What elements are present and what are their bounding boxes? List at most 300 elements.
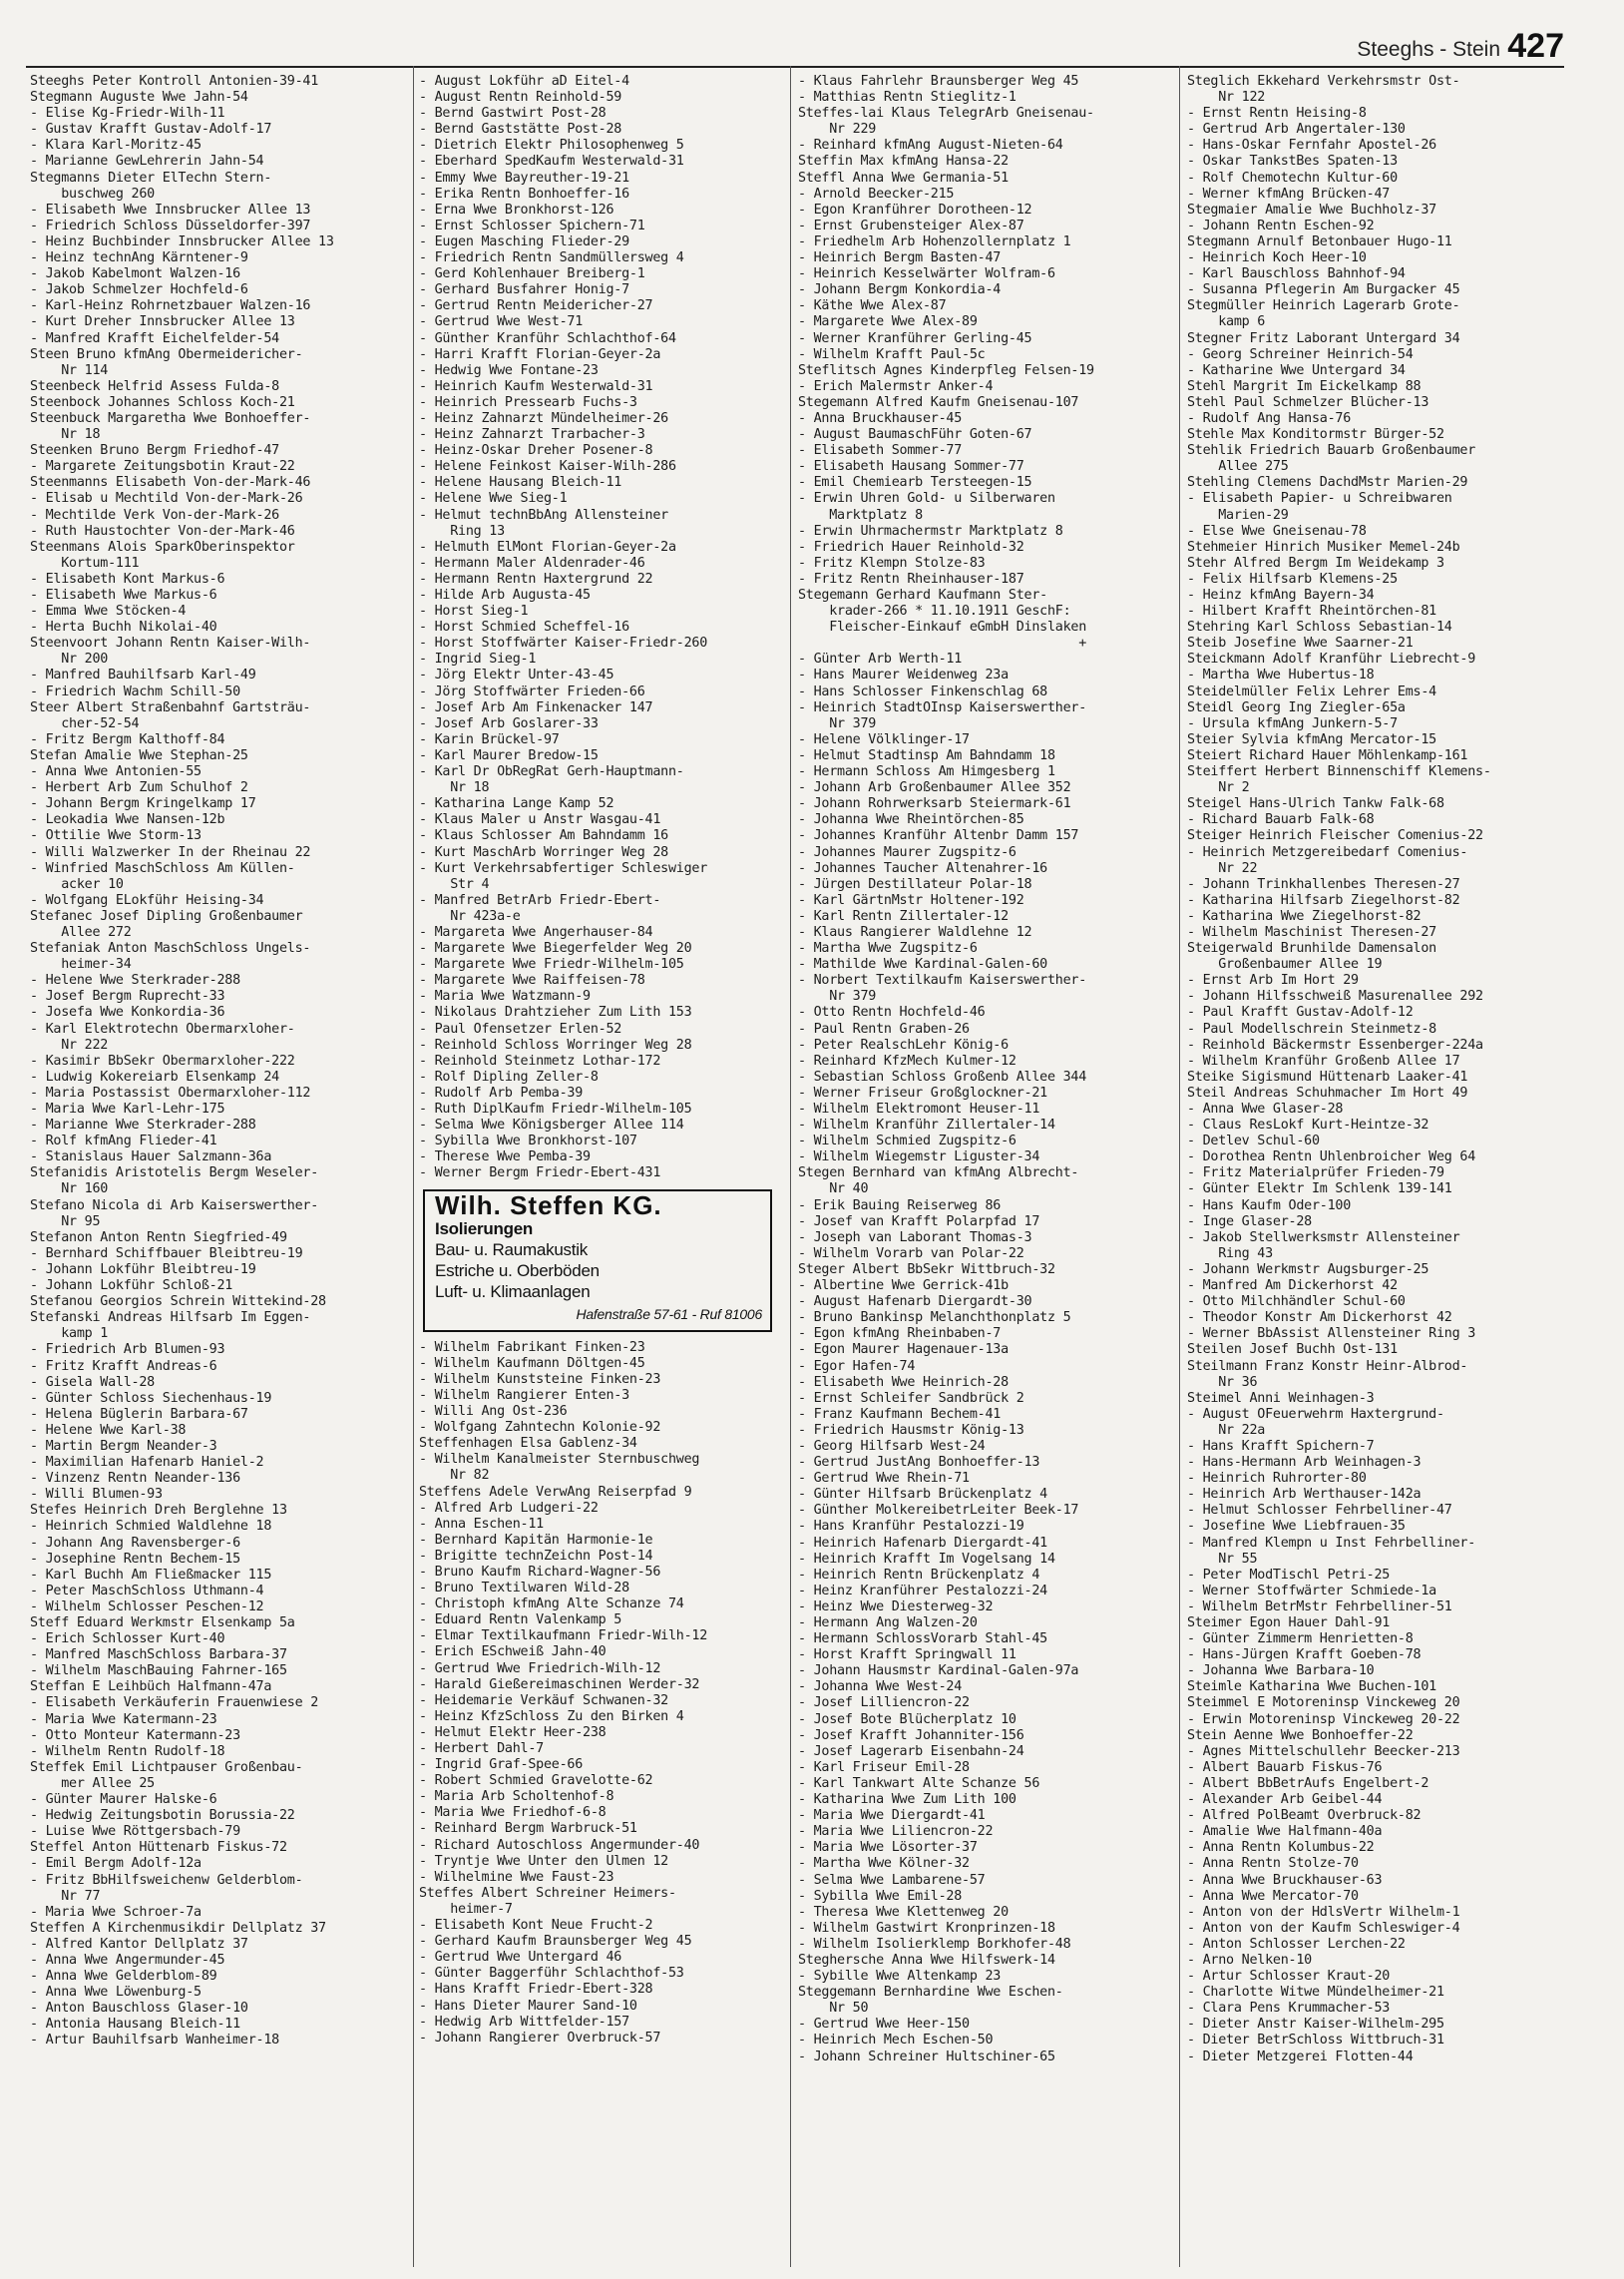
directory-entry: Ring 13 <box>419 523 505 539</box>
directory-entry: - Heinrich Kaufm Westerwald-31 <box>419 378 653 394</box>
directory-entry: - Wilhelm Kranführ Großenb Allee 17 <box>1187 1053 1460 1069</box>
directory-entry: - Amalie Wwe Halfmann-40a <box>1187 1824 1383 1840</box>
directory-entry: Steer Albert Straßenbahnf Gartsträu- <box>30 699 311 715</box>
directory-entry: Marktplatz 8 <box>798 507 923 523</box>
directory-entry: - Franz Kaufmann Bechem-41 <box>798 1406 1002 1422</box>
directory-entry: - Maria Arb Scholtenhof-8 <box>419 1789 614 1805</box>
directory-entry: - Heinz technAng Kärntener-9 <box>30 250 248 266</box>
directory-entry: Steil Andreas Schuhmacher Im Hort 49 <box>1187 1085 1468 1101</box>
directory-entry: - Friedrich Schloss Düsseldorfer-397 <box>30 218 311 233</box>
directory-entry: - Helene Wwe Karl-38 <box>30 1422 187 1438</box>
directory-entry: - Claus ResLokf Kurt-Heintze-32 <box>1187 1118 1429 1134</box>
directory-entry: - Gertrud JustAng Bonhoeffer-13 <box>798 1455 1040 1471</box>
directory-entry: - Emil Chemiearb Tersteegen-15 <box>798 475 1032 491</box>
directory-entry: - Reinhold Schloss Worringer Weg 28 <box>419 1037 692 1053</box>
directory-entry: cher-52-54 <box>30 715 140 731</box>
directory-entry: - Dietrich Elektr Philosophenweg 5 <box>419 138 684 154</box>
directory-entry: Stegemann Alfred Kaufm Gneisenau-107 <box>798 394 1079 410</box>
directory-entry: - Wilhelm Fabrikant Finken-23 <box>419 1339 645 1355</box>
directory-entry: Steenmanns Elisabeth Von-der-Mark-46 <box>30 475 311 491</box>
directory-entry: - Johann Bergm Konkordia-4 <box>798 282 1002 298</box>
directory-entry: Nr 77 <box>30 1888 101 1904</box>
directory-entry: Steimel Anni Weinhagen-3 <box>1187 1390 1375 1406</box>
directory-entry: - Margarete Wwe Biegerfelder Weg 20 <box>419 941 692 957</box>
directory-entry: - Rolf Chemotechn Kultur-60 <box>1187 170 1398 186</box>
directory-entry: Steib Josefine Wwe Saarner-21 <box>1187 636 1414 652</box>
directory-entry: Steenbock Johannes Schloss Koch-21 <box>30 394 295 410</box>
directory-entry: - Bernhard Schiffbauer Bleibtreu-19 <box>30 1245 303 1261</box>
directory-entry: - Elisabeth Wwe Innsbrucker Allee 13 <box>30 202 311 218</box>
column-divider <box>1179 66 1180 2267</box>
directory-column-4 <box>1187 74 1566 2279</box>
directory-entry: Steenbuck Margaretha Wwe Bonhoeffer- <box>30 410 311 426</box>
directory-entry: - Katharina Wwe Ziegelhorst-82 <box>1187 908 1421 924</box>
directory-entry: - Heinz Buchbinder Innsbrucker Allee 13 <box>30 233 334 249</box>
directory-entry: - Fritz Rentn Rheinhauser-187 <box>798 571 1024 587</box>
directory-entry: krader-266 * 11.10.1911 GeschF: <box>798 604 1071 620</box>
directory-entry: - Gertrud Wwe Friedrich-Wilh-12 <box>419 1660 661 1676</box>
directory-entry: - Wilhelm Gastwirt Kronprinzen-18 <box>798 1920 1055 1936</box>
directory-entry: - Helmut Elektr Heer-238 <box>419 1724 607 1740</box>
directory-entry: Nr 114 <box>30 362 109 378</box>
directory-entry: - August OFeuerwehrm Haxtergrund- <box>1187 1406 1444 1422</box>
directory-entry: - Elise Kg-Friedr-Wilh-11 <box>30 106 225 122</box>
ad-company-name: Wilh. Steffen KG. <box>435 1190 662 1221</box>
directory-entry: - Johann Ang Ravensberger-6 <box>30 1535 240 1551</box>
directory-entry: - Karl Maurer Bredow-15 <box>419 747 599 763</box>
directory-entry: - Horst Schmied Scheffel-16 <box>419 620 629 636</box>
directory-entry: - Selma Wwe Königsberger Allee 114 <box>419 1118 684 1134</box>
directory-entry: - Willi Ang Ost-236 <box>419 1404 568 1420</box>
directory-entry: - Manfred MaschSchloss Barbara-37 <box>30 1647 287 1663</box>
directory-entry: Steidl Georg Ing Ziegler-65a <box>1187 699 1406 715</box>
directory-entry: - Harald Gießereimaschinen Werder-32 <box>419 1676 700 1692</box>
directory-entry: - Günter Maurer Halske-6 <box>30 1792 217 1808</box>
directory-entry: - Friedrich Arb Blumen-93 <box>30 1342 225 1358</box>
directory-entry: - Georg Hilfsarb West-24 <box>798 1438 986 1454</box>
directory-entry: - Wilhelm BetrMstr Fehrbelliner-51 <box>1187 1598 1452 1614</box>
directory-entry: - Artur Bauhilfsarb Wanheimer-18 <box>30 2033 279 2049</box>
directory-entry: - Margarete Wwe Alex-89 <box>798 314 978 330</box>
directory-entry: - Josef Bergm Ruprecht-33 <box>30 989 225 1005</box>
directory-entry: - Gertrud Wwe West-71 <box>419 314 584 330</box>
directory-entry: Str 4 <box>419 876 490 892</box>
directory-entry: - Hedwig Arb Wittfelder-157 <box>419 2014 629 2030</box>
directory-entry: Steidelmüller Felix Lehrer Ems-4 <box>1187 684 1436 699</box>
directory-entry: - Günter Baggerführ Schlachthof-53 <box>419 1966 684 1982</box>
directory-entry: - Bernhard Kapitän Harmonie-1e <box>419 1532 653 1548</box>
directory-entry: - Josefa Wwe Konkordia-36 <box>30 1005 225 1021</box>
directory-entry: - Margarete Wwe Raiffeisen-78 <box>419 973 645 989</box>
directory-entry: Stegmaier Amalie Wwe Buchholz-37 <box>1187 202 1436 218</box>
directory-entry: - Emmy Wwe Bayreuther-19-21 <box>419 170 629 186</box>
directory-entry: Nr 423a-e <box>419 908 521 924</box>
directory-entry: - Heinrich Schmied Waldlehne 18 <box>30 1519 272 1535</box>
directory-entry: - Gisela Wall-28 <box>30 1374 155 1390</box>
directory-entry: - Anna Wwe Mercator-70 <box>1187 1888 1359 1904</box>
directory-entry: - Paul Krafft Gustav-Adolf-12 <box>1187 1005 1414 1021</box>
directory-entry: Steffek Emil Lichtpauser Großenbau- <box>30 1759 303 1775</box>
directory-entry: - Wilhelm Krafft Paul-5c <box>798 346 986 362</box>
directory-entry: - Maximilian Hafenarb Haniel-2 <box>30 1455 264 1471</box>
ad-service-line: Isolierungen <box>435 1218 534 1238</box>
directory-entry: - Karl Rentn Zillertaler-12 <box>798 908 1009 924</box>
directory-entry: - Heinrich Bergm Basten-47 <box>798 250 1002 266</box>
directory-entry: Steiffert Herbert Binnenschiff Klemens- <box>1187 764 1491 780</box>
directory-entry: - Kurt Verkehrsabfertiger Schleswiger <box>419 860 708 876</box>
directory-entry: - Rudolf Arb Pemba-39 <box>419 1085 584 1101</box>
directory-entry: - Katharine Wwe Untergard 34 <box>1187 362 1406 378</box>
directory-entry: - Eberhard SpedKaufm Westerwald-31 <box>419 154 684 170</box>
directory-entry: - Wilhelm Wiegemstr Liguster-34 <box>798 1149 1040 1165</box>
directory-entry: - Helene Wwe Sieg-1 <box>419 491 568 507</box>
directory-entry: kamp 6 <box>1187 314 1266 330</box>
directory-entry: - Johann Rohrwerksarb Steiermark-61 <box>798 796 1071 812</box>
ad-service-line: Estriche u. Oberböden <box>435 1260 600 1280</box>
directory-entry: Steen Bruno kfmAng Obermeidericher- <box>30 346 303 362</box>
directory-entry: - Günter Elektr Im Schlenk 139-141 <box>1187 1181 1452 1197</box>
directory-entry: - Anton Bauschloss Glaser-10 <box>30 2001 248 2017</box>
directory-entry: - Wilhelm MaschBauing Fahrner-165 <box>30 1663 287 1679</box>
directory-entry: - Emil Bergm Adolf-12a <box>30 1856 202 1872</box>
directory-entry: Steffel Anton Hüttenarb Fiskus-72 <box>30 1840 287 1856</box>
directory-entry: Steeghs Peter Kontroll Antonien-39-41 <box>30 74 319 89</box>
directory-entry: - Jörg Elektr Unter-43-45 <box>419 668 614 684</box>
directory-entry: - Reinhold Bäckermstr Essenberger-224a <box>1187 1037 1483 1053</box>
directory-entry: - Richard Bauarb Falk-68 <box>1187 812 1375 828</box>
directory-entry: - Anna Wwe Angermunder-45 <box>30 1952 225 1968</box>
directory-entry: - Theodor Konstr Am Dickerhorst 42 <box>1187 1310 1452 1326</box>
directory-entry: - Hans Dieter Maurer Sand-10 <box>419 1998 637 2014</box>
directory-entry: - Margareta Wwe Angerhauser-84 <box>419 924 653 940</box>
directory-entry: - Friedrich Wachm Schill-50 <box>30 684 240 699</box>
directory-entry: Nr 18 <box>419 780 490 796</box>
directory-entry: - Anna Rentn Stolze-70 <box>1187 1856 1359 1872</box>
directory-entry: - Johann Trinkhallenbes Theresen-27 <box>1187 876 1460 892</box>
directory-entry: Steenmans Alois SparkOberinspektor <box>30 539 295 555</box>
directory-entry: Steilmann Franz Konstr Heinr-Albrod- <box>1187 1358 1468 1374</box>
directory-entry: - Eugen Masching Flieder-29 <box>419 233 629 249</box>
directory-entry: mer Allee 25 <box>30 1775 155 1791</box>
directory-entry: Stehmeier Hinrich Musiker Memel-24b <box>1187 539 1460 555</box>
directory-entry: - Helene Hausang Bleich-11 <box>419 475 622 491</box>
directory-entry: Stegmann Arnulf Betonbauer Hugo-11 <box>1187 233 1452 249</box>
directory-entry: - Jörg Stoffwärter Frieden-66 <box>419 684 645 699</box>
directory-entry: - Alfred Kantor Dellplatz 37 <box>30 1936 248 1952</box>
directory-entry: - Jakob Kabelmont Walzen-16 <box>30 266 240 282</box>
directory-entry: - Inge Glaser-28 <box>1187 1213 1312 1229</box>
directory-entry: Steffl Anna Wwe Germania-51 <box>798 170 1009 186</box>
directory-entry: Stegmüller Heinrich Lagerarb Grote- <box>1187 298 1460 314</box>
directory-entry: - Horst Sieg-1 <box>419 604 529 620</box>
directory-entry: - Heinz Kranführer Pestalozzi-24 <box>798 1583 1047 1598</box>
directory-entry: - Klaus Fahrlehr Braunsberger Weg 45 <box>798 74 1079 89</box>
directory-entry: - Maria Wwe Diergardt-41 <box>798 1808 986 1824</box>
directory-entry: buschweg 260 <box>30 186 155 202</box>
directory-entry: - Anna Eschen-11 <box>419 1516 544 1532</box>
directory-entry: - Norbert Textilkaufm Kaiserswerther- <box>798 973 1087 989</box>
directory-entry: - Gertrud Rentn Meidericher-27 <box>419 298 653 314</box>
directory-entry: - Reinhold Steinmetz Lothar-172 <box>419 1053 661 1069</box>
directory-entry: - Vinzenz Rentn Neander-136 <box>30 1471 240 1487</box>
directory-entry: - Heinrich Krafft Im Vogelsang 14 <box>798 1551 1055 1567</box>
directory-entry: Steiger Heinrich Fleischer Comenius-22 <box>1187 828 1483 844</box>
directory-entry: - Friedrich Hausmstr König-13 <box>798 1422 1024 1438</box>
directory-entry: - Wilhelm Kaufmann Döltgen-45 <box>419 1355 645 1371</box>
directory-entry: - Helmut technBbAng Allensteiner <box>419 507 668 523</box>
directory-entry: - Käthe Wwe Alex-87 <box>798 298 947 314</box>
directory-entry: - Peter ModTischl Petri-25 <box>1187 1567 1391 1583</box>
directory-entry: - Herbert Arb Zum Schulhof 2 <box>30 780 248 796</box>
directory-entry: - Josef Arb Goslarer-33 <box>419 715 599 731</box>
directory-entry: - Erwin Motoreninsp Vinckeweg 20-22 <box>1187 1711 1460 1727</box>
directory-entry: Stein Aenne Wwe Bonhoeffer-22 <box>1187 1727 1414 1743</box>
ad-address-phone: Hafenstraße 57-61 - Ruf 81006 <box>576 1305 762 1322</box>
directory-entry: - Clara Pens Krummacher-53 <box>1187 2001 1391 2017</box>
directory-entry: Steimer Egon Hauer Dahl-91 <box>1187 1615 1391 1630</box>
directory-entry: - Johann Arb Großenbaumer Allee 352 <box>798 780 1071 796</box>
directory-entry: Steffen A Kirchenmusikdir Dellplatz 37 <box>30 1920 326 1936</box>
column-divider <box>413 66 414 2267</box>
directory-entry: - Jakob Schmelzer Hochfeld-6 <box>30 282 248 298</box>
directory-entry: - Heinrich Rentn Brückenplatz 4 <box>798 1567 1040 1583</box>
directory-entry: - Wilhelm Kanalmeister Sternbuschweg <box>419 1452 700 1468</box>
directory-entry: Stefanski Andreas Hilfsarb Im Eggen- <box>30 1310 311 1326</box>
directory-entry: - Mechtilde Verk Von-der-Mark-26 <box>30 507 279 523</box>
directory-entry: - Otto Rentn Hochfeld-46 <box>798 1005 986 1021</box>
directory-entry: - Dorothea Rentn Uhlenbroicher Weg 64 <box>1187 1149 1476 1165</box>
directory-entry: - Johannes Taucher Altenahrer-16 <box>798 860 1047 876</box>
directory-entry: - Werner kfmAng Brücken-47 <box>1187 186 1391 202</box>
directory-entry: Nr 160 <box>30 1181 109 1197</box>
directory-entry: - Therese Wwe Pemba-39 <box>419 1149 591 1165</box>
directory-entry: - Anton von der Kaufm Schleswiger-4 <box>1187 1920 1460 1936</box>
directory-entry: - Gertrud Wwe Rhein-71 <box>798 1471 970 1487</box>
directory-entry: Steike Sigismund Hüttenarb Laaker-41 <box>1187 1069 1468 1085</box>
directory-entry: - Albertine Wwe Gerrick-41b <box>798 1278 1009 1294</box>
directory-entry: - Martha Wwe Zugspitz-6 <box>798 941 978 957</box>
directory-entry: - Martin Bergm Neander-3 <box>30 1438 217 1454</box>
directory-entry: - Heinrich StadtOInsp Kaiserswerther- <box>798 699 1087 715</box>
directory-entry: - Werner Stoffwärter Schmiede-1a <box>1187 1583 1436 1598</box>
directory-entry: - Bernd Gastwirt Post-28 <box>419 106 607 122</box>
directory-entry: - Gustav Krafft Gustav-Adolf-17 <box>30 122 272 138</box>
directory-entry: - Elisabeth Kont Markus-6 <box>30 571 225 587</box>
directory-entry: - Eduard Rentn Valenkamp 5 <box>419 1612 622 1628</box>
directory-entry: - Johann Hilfsschweiß Masurenallee 292 <box>1187 989 1483 1005</box>
directory-entry: - Erich ESchweiß Jahn-40 <box>419 1644 607 1660</box>
directory-entry: - Maria Wwe Lösorter-37 <box>798 1840 978 1856</box>
directory-entry: - Erik Bauing Reiserweg 86 <box>798 1197 1002 1213</box>
directory-entry: - Fritz Klempn Stolze-83 <box>798 555 986 571</box>
directory-entry: - Oskar TankstBes Spaten-13 <box>1187 154 1398 170</box>
directory-entry: - Karl Dr ObRegRat Gerh-Hauptmann- <box>419 764 684 780</box>
directory-entry: - Sybilla Wwe Bronkhorst-107 <box>419 1134 637 1149</box>
directory-entry: - Tryntje Wwe Unter den Ulmen 12 <box>419 1853 668 1869</box>
directory-entry: Stegemann Gerhard Kaufmann Ster- <box>798 588 1047 603</box>
directory-entry: - Horst Krafft Springwall 11 <box>798 1647 1016 1663</box>
directory-entry: - Selma Wwe Lambarene-57 <box>798 1872 986 1888</box>
directory-entry: - Wolfgang ELokführ Heising-34 <box>30 892 264 908</box>
directory-entry: - Heinrich Arb Werthauser-142a <box>1187 1487 1421 1503</box>
directory-entry: - Marianne GewLehrerin Jahn-54 <box>30 154 264 170</box>
directory-entry: - Wilhelm Rentn Rudolf-18 <box>30 1743 225 1759</box>
directory-entry: - Gertrud Wwe Untergard 46 <box>419 1950 622 1966</box>
directory-column-2 <box>419 74 784 2279</box>
directory-entry: - Josef van Krafft Polarpfad 17 <box>798 1213 1040 1229</box>
directory-entry: - Dieter Anstr Kaiser-Wilhelm-295 <box>1187 2017 1444 2033</box>
directory-entry: - Heinrich Hafenarb Diergardt-41 <box>798 1535 1047 1551</box>
directory-entry: Steenken Bruno Bergm Friedhof-47 <box>30 443 279 459</box>
directory-entry: Nr 22 <box>1187 860 1258 876</box>
directory-entry: - Wilhelm Maschinist Theresen-27 <box>1187 924 1436 940</box>
directory-entry: - Heinrich Ruhrorter-80 <box>1187 1471 1367 1487</box>
directory-entry: Stefanou Georgios Schrein Wittekind-28 <box>30 1294 326 1310</box>
directory-entry: - Gerhard Kaufm Braunsberger Weg 45 <box>419 1934 692 1950</box>
advertisement-box <box>423 1189 772 1331</box>
directory-entry: - Bruno Kaufm Richard-Wagner-56 <box>419 1564 661 1580</box>
directory-entry: - Karin Brückel-97 <box>419 731 560 747</box>
directory-entry: - Manfred Am Dickerhorst 42 <box>1187 1278 1398 1294</box>
directory-entry: - Hedwig Wwe Fontane-23 <box>419 362 599 378</box>
directory-entry: - Helene Völklinger-17 <box>798 731 970 747</box>
directory-entry: - Ernst Rentn Heising-8 <box>1187 106 1367 122</box>
directory-entry: - Richard Autoschloss Angermunder-40 <box>419 1837 700 1853</box>
directory-entry: Allee 275 <box>1187 459 1289 475</box>
directory-entry: - Martha Wwe Kölner-32 <box>798 1856 970 1872</box>
directory-entry: Steenbeck Helfrid Assess Fulda-8 <box>30 378 279 394</box>
directory-entry: - Johann Rangierer Overbruck-57 <box>419 2030 661 2046</box>
directory-column-3 <box>798 74 1175 2279</box>
directory-entry: Steffan E Leihbüch Halfmann-47a <box>30 1679 272 1695</box>
directory-entry: - Heinz KfzSchloss Zu den Birken 4 <box>419 1708 684 1724</box>
directory-entry: - Günter Hilfsarb Brückenplatz 4 <box>798 1487 1047 1503</box>
directory-entry: - Johann Werkmstr Augsburger-25 <box>1187 1261 1429 1277</box>
directory-entry: kamp 1 <box>30 1326 109 1342</box>
directory-entry: Steimmel E Motoreninsp Vinckeweg 20 <box>1187 1695 1460 1711</box>
directory-entry: - Werner BbAssist Allensteiner Ring 3 <box>1187 1326 1476 1342</box>
directory-entry: - Elisabeth Verkäuferin Frauenwiese 2 <box>30 1695 319 1711</box>
directory-entry: - Brigitte technZeichn Post-14 <box>419 1548 653 1564</box>
directory-entry: Steff Eduard Werkmstr Elsenkamp 5a <box>30 1615 295 1630</box>
directory-entry: - Ernst Schlosser Spichern-71 <box>419 218 645 233</box>
directory-entry: Allee 272 <box>30 924 132 940</box>
directory-entry: - Kasimir BbSekr Obermarxloher-222 <box>30 1053 295 1069</box>
directory-entry: - Hermann Ang Walzen-20 <box>798 1615 978 1630</box>
directory-entry: - Helena Büglerin Barbara-67 <box>30 1406 248 1422</box>
directory-entry: - Marianne Wwe Sterkrader-288 <box>30 1118 256 1134</box>
directory-entry: - Johann Schreiner Hultschiner-65 <box>798 2049 1055 2064</box>
directory-entry: - Werner Bergm Friedr-Ebert-431 <box>419 1165 661 1181</box>
directory-entry: - Wilhelm Kunststeine Finken-23 <box>419 1371 661 1387</box>
directory-entry: - Josephine Rentn Bechem-15 <box>30 1551 240 1567</box>
directory-entry: - Ruth DiplKaufm Friedr-Wilhelm-105 <box>419 1102 692 1117</box>
directory-entry: - Else Wwe Gneisenau-78 <box>1187 523 1367 539</box>
directory-entry: - Anna Bruckhauser-45 <box>798 410 963 426</box>
directory-entry: Fleischer-Einkauf eGmbH Dinslaken <box>798 620 1087 636</box>
directory-entry: - Maria Postassist Obermarxloher-112 <box>30 1085 311 1101</box>
directory-entry: - Paul Rentn Graben-26 <box>798 1021 970 1037</box>
directory-entry: - Wilhelm Rangierer Enten-3 <box>419 1387 629 1403</box>
directory-entry: - August Hafenarb Diergardt-30 <box>798 1294 1032 1310</box>
directory-entry: - Elmar Textilkaufmann Friedr-Wilh-12 <box>419 1628 708 1644</box>
directory-entry: Stehle Max Konditormstr Bürger-52 <box>1187 427 1444 443</box>
directory-entry: Steickmann Adolf Kranführ Liebrecht-9 <box>1187 652 1476 668</box>
directory-entry: Stegmanns Dieter ElTechn Stern- <box>30 170 272 186</box>
directory-entry: - Bruno Bankinsp Melanchthonplatz 5 <box>798 1310 1071 1326</box>
directory-entry: - Elisabeth Wwe Markus-6 <box>30 588 217 603</box>
directory-entry: - Rudolf Ang Hansa-76 <box>1187 410 1352 426</box>
directory-entry: Nr 2 <box>1187 780 1250 796</box>
directory-entry: - Herta Buchh Nikolai-40 <box>30 620 217 636</box>
directory-entry: Nr 122 <box>1187 90 1266 106</box>
directory-entry: - Luise Wwe Röttgersbach-79 <box>30 1824 240 1840</box>
directory-entry: - Hans Kranführ Pestalozzi-19 <box>798 1519 1024 1535</box>
directory-entry: - Johann Bergm Kringelkamp 17 <box>30 796 256 812</box>
directory-entry: - Hermann Rentn Haxtergrund 22 <box>419 571 653 587</box>
directory-entry: - Manfred Bauhilfsarb Karl-49 <box>30 668 256 684</box>
directory-entry: - Maria Wwe Karl-Lehr-175 <box>30 1102 225 1117</box>
directory-entry: - Anna Wwe Glaser-28 <box>1187 1102 1344 1117</box>
directory-entry: - Herbert Dahl-7 <box>419 1741 544 1756</box>
directory-entry: - Heinrich Pressearb Fuchs-3 <box>419 394 637 410</box>
directory-entry: Steffes-lai Klaus TelegrArb Gneisenau- <box>798 106 1094 122</box>
directory-entry: - Kurt MaschArb Worringer Weg 28 <box>419 844 668 860</box>
directory-entry: - Jürgen Destillateur Polar-18 <box>798 876 1032 892</box>
directory-entry: - Reinhard KfzMech Kulmer-12 <box>798 1053 1016 1069</box>
directory-entry: - Erwin Uhren Gold- u Silberwaren <box>798 491 1055 507</box>
directory-entry: - Agnes Mittelschullehr Beecker-213 <box>1187 1743 1460 1759</box>
directory-entry: - August BaumaschFühr Goten-67 <box>798 427 1032 443</box>
directory-entry: - Georg Schreiner Heinrich-54 <box>1187 346 1414 362</box>
directory-entry: Stefes Heinrich Dreh Berglehne 13 <box>30 1503 287 1519</box>
directory-entry: - Wilhelm Schmied Zugspitz-6 <box>798 1134 1016 1149</box>
directory-entry: - Heinrich Metzgereibedarf Comenius- <box>1187 844 1468 860</box>
directory-entry: - Fritz Krafft Andreas-6 <box>30 1358 217 1374</box>
directory-entry: Stegmann Auguste Wwe Jahn-54 <box>30 90 248 106</box>
directory-entry: - Gertrud Arb Angertaler-130 <box>1187 122 1406 138</box>
directory-entry: - Johannes Maurer Zugspitz-6 <box>798 844 1016 860</box>
directory-entry: - Detlev Schul-60 <box>1187 1134 1320 1149</box>
directory-entry: - Ursula kfmAng Junkern-5-7 <box>1187 715 1398 731</box>
directory-entry: Stefanon Anton Rentn Siegfried-49 <box>30 1229 287 1245</box>
directory-entry: - Heinz Wwe Diesterweg-32 <box>798 1598 994 1614</box>
directory-entry: Nr 95 <box>30 1213 101 1229</box>
directory-entry: - Otto Milchhändler Schul-60 <box>1187 1294 1406 1310</box>
directory-entry: - Karl GärtnMstr Holtener-192 <box>798 892 1024 908</box>
directory-entry: - Karl-Heinz Rohrnetzbauer Walzen-16 <box>30 298 311 314</box>
directory-entry: - Manfred Krafft Eichelfelder-54 <box>30 330 279 346</box>
directory-entry: Nr 50 <box>798 2001 869 2017</box>
directory-entry: - Otto Monteur Katermann-23 <box>30 1727 240 1743</box>
directory-entry: - Joseph van Laborant Thomas-3 <box>798 1229 1032 1245</box>
directory-entry: - Johann Hausmstr Kardinal-Galen-97a <box>798 1663 1079 1679</box>
directory-entry: - Günter Schloss Siechenhaus-19 <box>30 1390 272 1406</box>
directory-entry: - Albert BbBetrAufs Engelbert-2 <box>1187 1775 1429 1791</box>
directory-entry: - Josef Krafft Johanniter-156 <box>798 1727 1024 1743</box>
directory-entry: - Sybille Wwe Altenkamp 23 <box>798 1969 1002 1985</box>
directory-entry: - Martha Wwe Hubertus-18 <box>1187 668 1375 684</box>
directory-entry: Marien-29 <box>1187 507 1289 523</box>
directory-entry: - Rolf Dipling Zeller-8 <box>419 1069 599 1085</box>
directory-entry: Nr 222 <box>30 1037 109 1053</box>
directory-entry: Steigel Hans-Ulrich Tankw Falk-68 <box>1187 796 1444 812</box>
directory-entry: - Dieter BetrSchloss Wittbruch-31 <box>1187 2033 1444 2049</box>
directory-entry: - Johannes Kranführ Altenbr Damm 157 <box>798 828 1079 844</box>
directory-entry: Nr 379 <box>798 715 877 731</box>
directory-entry: - Günter Zimmerm Henrietten-8 <box>1187 1631 1414 1647</box>
directory-entry: - Anton Schlosser Lerchen-22 <box>1187 1936 1406 1952</box>
